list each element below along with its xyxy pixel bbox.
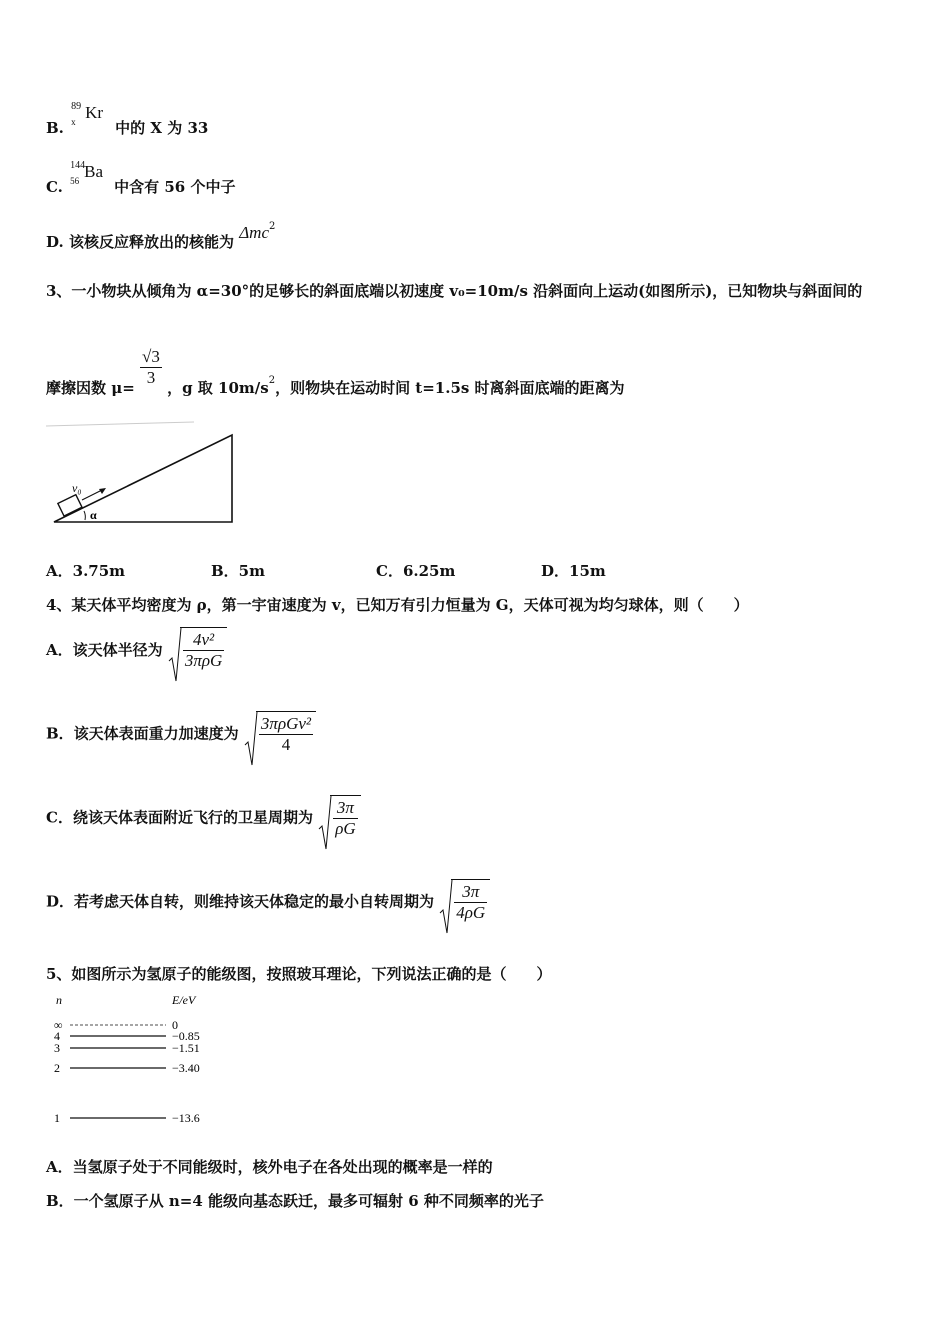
block	[58, 495, 82, 516]
q4-stem: 4、某天体平均密度为 ρ，第一宇宙速度为 v，已知万有引力恒量为 G，天体可视为均匀球体，则（ ）	[46, 596, 749, 614]
mu-fraction	[140, 347, 162, 388]
q3-stem-line1: 3、一小物块从倾角为 α=30°的足够长的斜面底端以初速度 v₀=10m/s 沿斜面向上运动(如图所示)，已知物块与斜面间的	[46, 282, 863, 300]
q4-option-a	[46, 627, 227, 671]
fraction-numerator: 3πρGv²	[260, 714, 312, 733]
q3-options	[46, 560, 706, 581]
energy-level-diagram	[44, 990, 224, 1130]
energy-axis-label: E/eV	[172, 993, 196, 1007]
v0-label: v₀	[72, 481, 82, 495]
q5-stem: 5、如图所示为氢原子的能级图，按照玻耳理论，下列说法正确的是（ ）	[46, 965, 552, 983]
option-label: D.	[46, 233, 64, 251]
fraction-denominator: 4ρG	[456, 903, 486, 922]
q3-option-b: B．5m	[211, 562, 265, 580]
stem-part: 摩擦因数 μ=	[46, 378, 135, 397]
option-text: B．该天体表面重力加速度为	[46, 724, 239, 743]
q3-option-a: A．3.75m	[46, 562, 126, 580]
fraction-denominator: 3πρG	[184, 651, 223, 670]
q4-option-b	[46, 711, 316, 755]
q5-option-a: A．当氢原子处于不同能级时，核外电子在各处出现的概率是一样的	[46, 1158, 493, 1176]
incline-triangle	[54, 435, 232, 522]
sqrt-expression	[168, 627, 227, 671]
alpha-label: α	[90, 508, 97, 522]
option-text: 中含有 56 个中子	[114, 178, 236, 196]
unit-exponent: 2	[268, 374, 276, 386]
energy-formula: Δmc	[239, 223, 269, 242]
option-text: 该核反应释放出的核能为	[68, 233, 234, 251]
atomic-number: 56	[70, 176, 80, 186]
element-symbol: Kr	[85, 103, 104, 122]
level-n: 1	[54, 1111, 60, 1125]
nuclide-kr	[69, 101, 115, 135]
option-text: 中的 X 为 33	[115, 119, 209, 137]
option-label: B.	[46, 119, 64, 137]
level-energy: −13.6	[172, 1111, 200, 1125]
fraction-numerator: 3π	[333, 798, 357, 819]
level-energy: −0.85	[172, 1029, 200, 1043]
q4-option-c	[46, 795, 361, 839]
option-text: C．绕该天体表面附近飞行的卫星周期为	[46, 808, 313, 827]
mass-number: 144	[70, 160, 86, 171]
atomic-number: x	[71, 117, 76, 127]
level-n: ∞	[54, 1018, 63, 1032]
level-n: 4	[54, 1029, 60, 1043]
fraction-numerator: √3	[142, 347, 160, 366]
sqrt-expression	[318, 795, 360, 839]
q2-option-d	[46, 221, 276, 252]
q5-option-b: B．一个氢原子从 n=4 能级向基态跃迁，最多可辐射 6 种不同频率的光子	[46, 1192, 544, 1210]
q3-stem-line2	[46, 342, 625, 397]
element-symbol: Ba	[84, 162, 104, 181]
angle-arc	[84, 511, 85, 520]
option-label: C.	[46, 178, 63, 196]
q4-option-d	[46, 879, 490, 923]
level-energy: −1.51	[172, 1041, 200, 1055]
mass-number: 89	[71, 101, 82, 112]
stem-part: ，则物块在运动时间 t=1.5s 时离斜面底端的距离为	[275, 378, 625, 397]
level-energy: 0	[172, 1018, 178, 1032]
fraction-denominator: 4	[281, 735, 291, 754]
fraction-denominator: ρG	[335, 819, 356, 838]
option-text: D．若考虑天体自转，则维持该天体稳定的最小自转周期为	[46, 892, 435, 911]
sqrt-expression	[439, 879, 490, 923]
fraction-numerator: 3π	[454, 882, 487, 903]
option-text: A．该天体半径为	[46, 640, 163, 659]
stem-part: ，g 取 10m/s	[167, 378, 269, 397]
level-n: 2	[54, 1061, 60, 1075]
fraction-denominator: 3	[146, 368, 156, 387]
scan-edge	[46, 422, 194, 426]
level-energy: −3.40	[172, 1061, 200, 1075]
n-axis-label: n	[56, 993, 62, 1007]
level-n: 3	[54, 1041, 60, 1055]
nuclide-ba	[68, 160, 114, 194]
q2-option-c	[46, 160, 236, 197]
fraction-numerator: 4v²	[183, 630, 224, 651]
sqrt-expression	[244, 711, 316, 755]
q3-option-d: D．15m	[541, 562, 606, 580]
q2-option-b	[46, 101, 209, 138]
incline-figure	[44, 420, 244, 530]
q3-option-c: C．6.25m	[376, 562, 456, 580]
formula-exponent: 2	[269, 221, 276, 232]
